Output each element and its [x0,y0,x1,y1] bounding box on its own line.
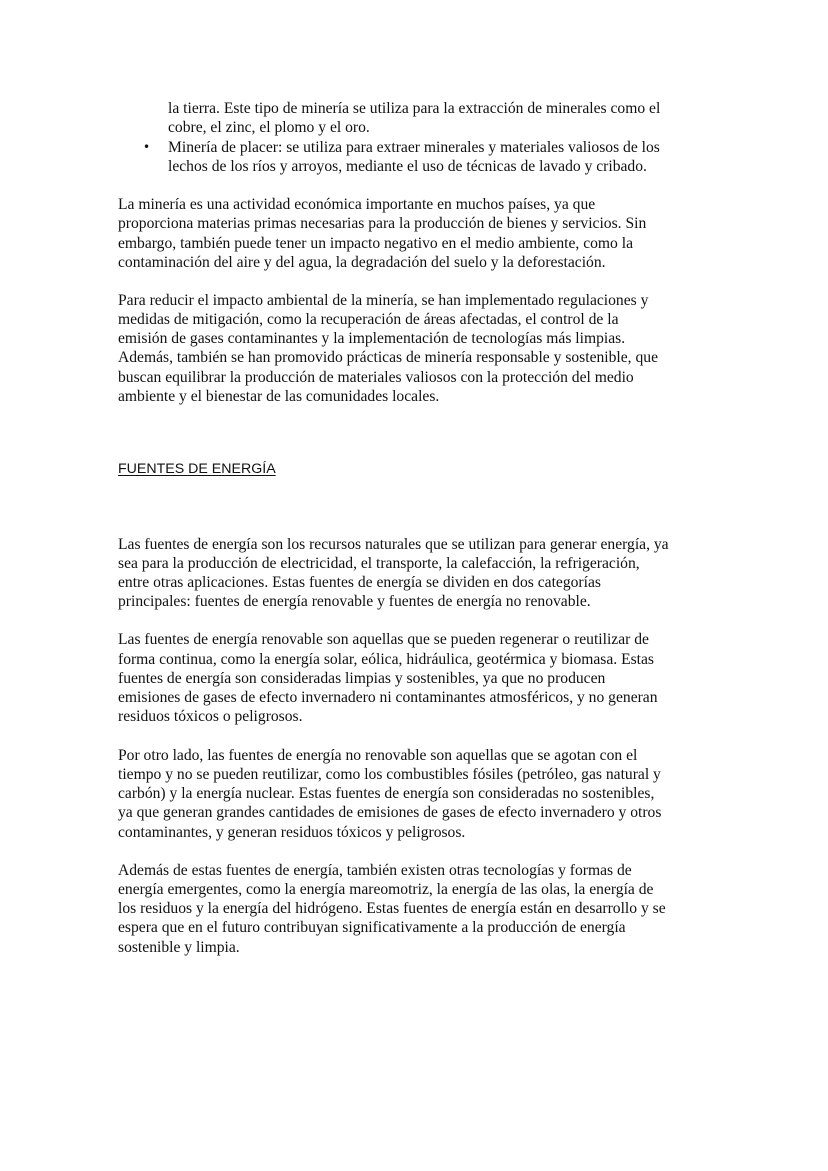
text-line: la tierra. Este tipo de minería se utiliza para la extracción de minerales como el [168,100,661,117]
text-line: fuentes de energía son consideradas limpias y sostenibles, ya que no producen [118,670,606,687]
text-line: Las fuentes de energía renovable son aquellas que se pueden regenerar o reutilizar de [118,631,649,648]
text-line: contaminación del aire y del agua, la degradación del suelo y la deforestación. [118,254,606,271]
text-line: Para reducir el impacto ambiental de la minería, se han implementado regulaciones y [118,292,649,309]
text-line: Minería de placer: se utiliza para extraer minerales y materiales valiosos de los [168,139,660,156]
text-line: Las fuentes de energía son los recursos naturales que se utilizan para generar energía, ya [118,536,669,553]
text-line: Por otro lado, las fuentes de energía no renovable son aquellas que se agotan con el [118,747,638,764]
text-line: embargo, también puede tener un impacto negativo en el medio ambiente, como la [118,235,633,252]
text-line: buscan equilibrar la producción de materiales valiosos con la protección del medio [118,369,634,386]
text-line: lechos de los ríos y arroyos, mediante el uso de técnicas de lavado y cribado. [168,158,647,175]
text-line: Además, también se han promovido prácticas de minería responsable y sostenible, que [118,349,658,366]
text-line: proporciona materias primas necesarias para la producción de bienes y servicios. Sin [118,215,647,232]
text-line: residuos tóxicos o peligrosos. [118,708,303,725]
text-line: espera que en el futuro contribuyan significativamente a la producción de energía [118,919,626,936]
text-line: carbón) y la energía nuclear. Estas fuentes de energía son consideradas no sostenibles, [118,785,655,802]
text-line: sostenible y limpia. [118,939,240,956]
text-line: ambiente y el bienestar de las comunidades locales. [118,388,440,405]
text-line: principales: fuentes de energía renovable y fuentes de energía no renovable. [118,593,591,610]
text-line: los residuos y la energía del hidrógeno. Estas fuentes de energía están en desarrollo y se [118,900,666,917]
text-line: medidas de mitigación, como la recuperación de áreas afectadas, el control de la [118,311,619,328]
text-line: cobre, el zinc, el plomo y el oro. [168,119,370,136]
text-line: La minería es una actividad económica importante en muchos países, ya que [118,196,596,213]
text-line: emisión de gases contaminantes y la implementación de tecnologías más limpias. [118,330,626,347]
text-line: ya que generan grandes cantidades de emisiones de gases de efecto invernadero y otros [118,804,662,821]
text-line: emisiones de gases de efecto invernadero ni contaminantes atmosféricos, y no generan [118,689,658,706]
text-line: entre otras aplicaciones. Estas fuentes de energía se dividen en dos categorías [118,574,601,591]
bullet-marker: • [143,140,151,154]
text-line: Además de estas fuentes de energía, también existen otras tecnologías y formas de [118,862,632,879]
text-line: forma continua, como la energía solar, eólica, hidráulica, geotérmica y biomasa. Estas [118,651,655,668]
text-line: tiempo y no se pueden reutilizar, como los combustibles fósiles (petróleo, gas natural y [118,766,661,783]
text-line: sea para la producción de electricidad, el transporte, la calefacción, la refrigeración, [118,555,640,572]
section-heading: FUENTES DE ENERGÍA [118,461,276,477]
text-line: contaminantes, y generan residuos tóxicos y peligrosos. [118,824,466,841]
text-line: energía emergentes, como la energía mareomotriz, la energía de las olas, la energía de [118,881,654,898]
